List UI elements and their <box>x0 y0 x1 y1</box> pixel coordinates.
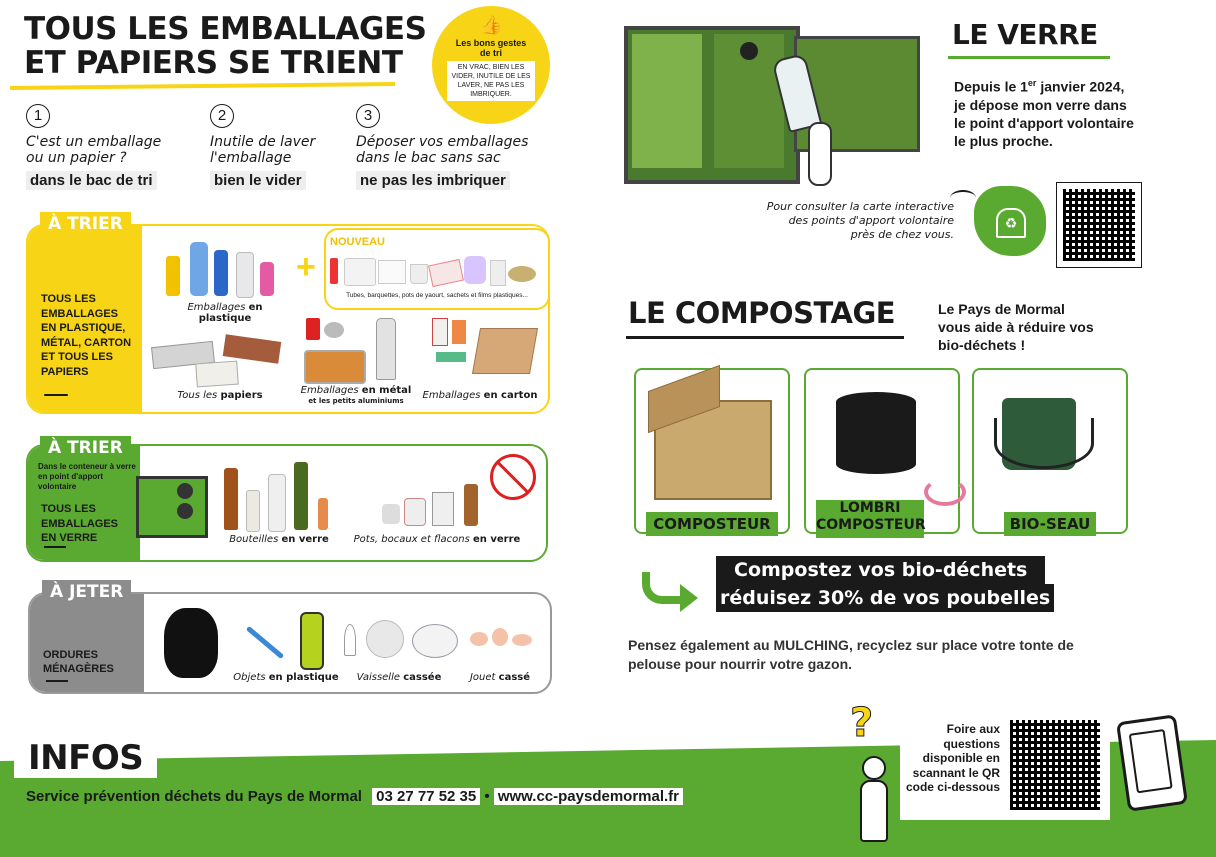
service-name: Service prévention déchets du Pays de Mormal <box>26 788 362 805</box>
verre-title: LE VERRE <box>952 18 1098 51</box>
bioseau-label: BIO-SEAU <box>1004 512 1096 536</box>
section-side-small: Dans le conteneur à verre en point d'apport volontaire <box>38 462 136 491</box>
caption-objets-bold: en plastique <box>268 672 339 683</box>
broken-toy-image <box>468 624 534 654</box>
phone-number[interactable]: 03 27 77 52 35 <box>372 788 480 805</box>
lombricomposteur-card <box>804 368 960 534</box>
section-side-text: TOUS LES EMBALLAGES EN PLASTIQUE, MÉTAL, CARTON ET TOUS LES PAPIERS <box>41 293 132 378</box>
step-tag: ne pas les imbriquer <box>356 171 510 190</box>
nouveau-label: NOUVEAU <box>330 236 386 248</box>
caption-carton-bold: en carton <box>483 390 538 401</box>
caption-carton-pre: Emballages <box>422 390 481 401</box>
caption-vaisselle-bold: cassée <box>403 672 442 683</box>
mulching-text <box>628 636 1128 674</box>
glass-container-image <box>136 476 208 538</box>
broken-dishes-image <box>342 618 462 662</box>
bioseau-handle <box>994 418 1094 469</box>
caption-plastique-bold: en plastique <box>198 302 263 324</box>
tab-a-trier-2: À TRIER <box>40 436 131 460</box>
faq-box <box>900 712 1110 820</box>
step-tag: dans le bac de tri <box>26 171 157 190</box>
tab-a-jeter: À JETER <box>42 580 131 604</box>
verre-text <box>954 74 1134 150</box>
section-trier-verre <box>26 444 548 562</box>
step-text-line1: Déposer vos emballages <box>356 134 529 150</box>
section-side-text: ORDURES MÉNAGÈRES <box>43 649 114 675</box>
caption-vaisselle <box>344 672 454 683</box>
section-side-text: TOUS LES EMBALLAGES EN VERRE <box>41 503 118 544</box>
step-text <box>210 134 360 166</box>
step-number: 2 <box>210 104 234 128</box>
caption-metal-pre: Emballages <box>300 385 359 396</box>
plus-icon: + <box>296 248 316 286</box>
verre-text-line1-pre: Depuis le 1 <box>954 78 1028 95</box>
worm-icon <box>924 478 966 506</box>
side-underline <box>44 394 68 396</box>
step-3 <box>356 104 556 190</box>
banner-line1: Compostez vos bio-déchets <box>716 556 1045 584</box>
nouveau-items-image <box>330 252 540 286</box>
caption-objets <box>226 672 346 683</box>
website-link[interactable]: www.cc-paysdemormal.fr <box>494 788 683 805</box>
qr-code-pattern <box>1010 720 1100 810</box>
tab-a-trier-1: À TRIER <box>40 212 131 236</box>
nouveau-caption: Tubes, barquettes, pots de yaourt, sachets et films plastiques... <box>346 292 528 299</box>
caption-plastique-pre: Emballages <box>187 302 246 313</box>
verre-text-line1-sup: er <box>1027 78 1037 88</box>
verre-text-line4: le plus proche. <box>954 132 1053 149</box>
qr-code-pattern <box>1063 189 1135 261</box>
verre-text-line1-post: janvier 2024, <box>1036 78 1125 95</box>
map-text-line1: Pour consulter la carte interactive <box>766 200 954 213</box>
carton-image <box>432 316 542 386</box>
verre-text-line2: je dépose mon verre dans <box>954 96 1127 113</box>
badge-heading: Les bons gestes de tri <box>455 38 527 58</box>
side-underline <box>44 546 66 548</box>
map-text-line2: des points d'apport volontaire <box>788 214 954 227</box>
jars-image <box>380 482 490 532</box>
step-2 <box>210 104 360 190</box>
verre-text-line3: le point d'apport volontaire <box>954 114 1134 131</box>
caption-metal-sub: et les petits aluminiums <box>308 397 404 405</box>
step-tag: bien le vider <box>210 171 306 190</box>
metal-image <box>304 314 414 384</box>
badge-text: EN VRAC, BIEN LES VIDER, INUTILE DE LES LAVER, NE PAS LES IMBRIQUER. <box>447 61 535 101</box>
verre-title-underline <box>948 56 1110 59</box>
smartphone-icon <box>1116 714 1188 811</box>
qr-code-map[interactable] <box>1056 182 1142 268</box>
step-text-line2: ou un papier ? <box>26 150 127 166</box>
compostage-title-underline <box>626 336 904 339</box>
composteur-card <box>634 368 790 534</box>
compostage-intro-line1: Le Pays de Mormal <box>938 301 1065 317</box>
caption-papiers <box>160 390 280 401</box>
green-arrow-icon <box>642 566 700 606</box>
person-icon <box>856 756 892 840</box>
lombricomposteur-label: LOMBRI COMPOSTEUR <box>816 500 924 538</box>
thumbs-up-icon: 👍 <box>480 15 503 35</box>
step-text-line2: l'emballage <box>210 150 292 166</box>
caption-metal-bold: en métal <box>361 385 412 396</box>
compostage-intro-line2: vous aide à réduire vos <box>938 319 1094 335</box>
bioseau-card <box>972 368 1128 534</box>
step-text <box>356 134 556 166</box>
step-text-line1: C'est un emballage <box>26 134 162 150</box>
papers-image <box>152 336 282 386</box>
caption-vaisselle-pre: Vaisselle <box>356 672 401 683</box>
step-number: 1 <box>26 104 50 128</box>
caption-jouet-bold: cassé <box>498 672 531 683</box>
caption-metal <box>296 386 416 406</box>
mulching-post: , recyclez sur place votre tonte de pelouse pour nourrir votre gazon. <box>628 637 1074 672</box>
lombricomposteur-image <box>836 392 916 474</box>
caption-pots <box>352 534 522 545</box>
compostage-intro <box>938 300 1094 354</box>
territory-map-icon <box>974 186 1046 256</box>
main-title-line2: ET PAPIERS SE TRIENT <box>24 45 403 81</box>
main-title-line1: TOUS LES EMBALLAGES <box>24 11 427 47</box>
caption-pots-bold: en verre <box>473 534 521 545</box>
verre-text-line1 <box>954 74 1134 96</box>
step-1 <box>26 104 196 190</box>
step-text <box>26 134 196 166</box>
caption-papiers-bold: papiers <box>220 390 263 401</box>
glass-containers-illustration <box>622 16 920 196</box>
caption-carton <box>420 390 540 401</box>
map-consult-text <box>740 200 954 242</box>
arrow-icon <box>950 190 976 206</box>
section-jeter <box>28 592 552 694</box>
bottles-image <box>222 462 342 532</box>
compost-banner <box>716 556 1054 612</box>
caption-bouteilles-bold: en verre <box>281 534 329 545</box>
mulching-bold: MULCHING <box>773 637 849 653</box>
caption-jouet-pre: Jouet <box>469 672 496 683</box>
recycle-container-icon: ♻ <box>996 208 1026 238</box>
step-text-line1: Inutile de laver <box>210 134 316 150</box>
forbidden-glass-icon <box>490 454 536 500</box>
caption-bouteilles <box>214 534 344 545</box>
faq-text: Foire aux questions disponible en scannant le QR code ci-dessous <box>905 722 1000 794</box>
plastic-bottles-image <box>162 236 286 298</box>
banner-line2: réduisez 30% de vos poubelles <box>716 584 1054 612</box>
map-text-line3: près de chez vous. <box>850 228 954 241</box>
infos-line <box>26 788 683 805</box>
trash-bag-image <box>164 608 218 678</box>
caption-bouteilles-pre: Bouteilles <box>229 534 279 545</box>
title-underline <box>10 82 395 90</box>
section-trier-emballages <box>26 224 550 414</box>
separator: • <box>484 788 490 805</box>
step-text-line2: dans le bac sans sac <box>356 150 501 166</box>
compostage-intro-line3: bio-déchets ! <box>938 337 1026 353</box>
question-mark-icon: ? <box>850 700 874 746</box>
qr-code-faq[interactable] <box>1010 720 1100 810</box>
caption-objets-pre: Objets <box>233 672 266 683</box>
section-side <box>30 594 144 692</box>
compostage-title: LE COMPOSTAGE <box>628 296 896 330</box>
caption-plastique <box>160 302 290 324</box>
caption-jouet <box>460 672 540 683</box>
step-number: 3 <box>356 104 380 128</box>
composteur-label: COMPOSTEUR <box>646 512 778 536</box>
caption-papiers-pre: Tous les <box>177 390 218 401</box>
nouveau-box <box>324 228 550 310</box>
side-underline <box>46 680 68 682</box>
infos-title: INFOS <box>14 738 157 778</box>
caption-pots-pre: Pots, bocaux et flacons <box>353 534 470 545</box>
main-title <box>24 12 426 80</box>
plastic-objects-image <box>238 610 348 666</box>
mulching-pre: Pensez également au <box>628 637 774 653</box>
